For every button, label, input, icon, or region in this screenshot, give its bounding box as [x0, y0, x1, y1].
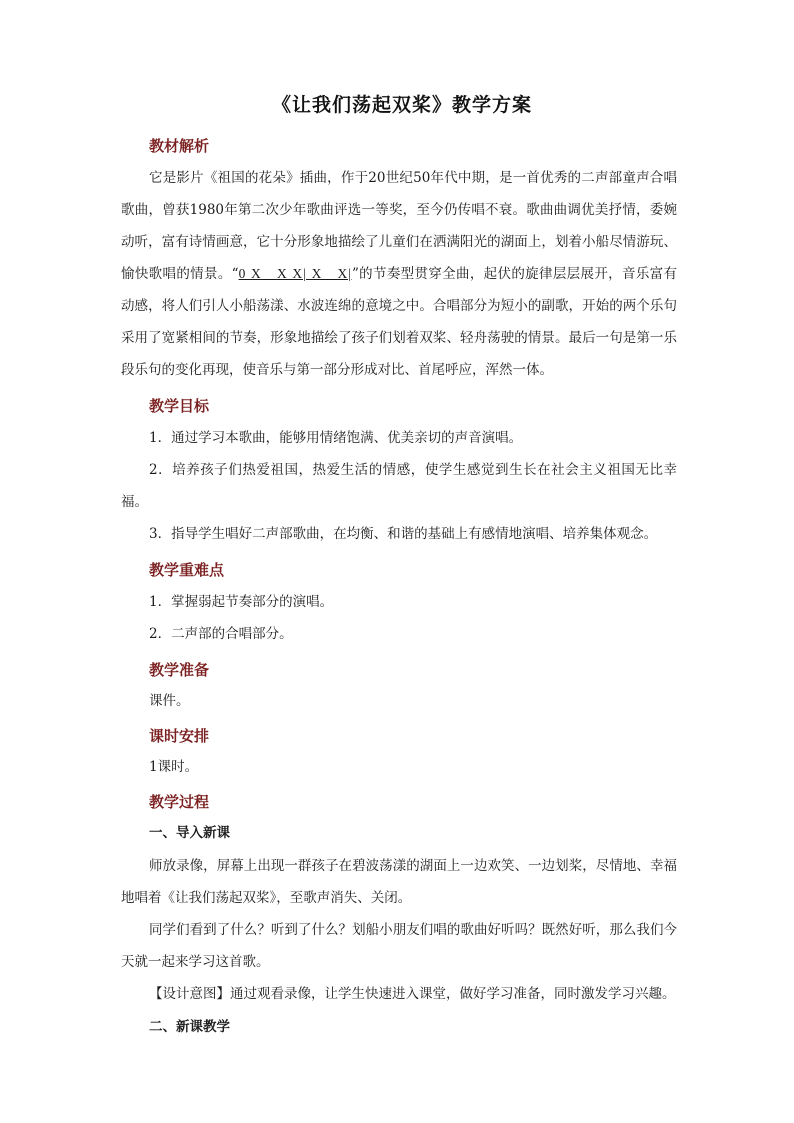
schedule-text: 1课时。 [149, 759, 199, 775]
key-point-item-2: 2．二声部的合唱部分。 [149, 626, 293, 642]
objective-item-3: 3．指导学生唱好二声部歌曲，在均衡、和谐的基础上有感情地演唱、培养集体观念。 [149, 526, 658, 542]
key-point-item-1: 1．掌握弱起节奏部分的演唱。 [149, 594, 334, 610]
document-content [121, 92, 677, 1044]
step1-paragraph-2: 同学们看到了什么？听到了什么？划船小朋友们唱的歌曲好听吗？既然好听，那么我们今天就一起来学习这首歌。 [121, 922, 677, 970]
section-heading-schedule: 课时安排 [149, 727, 210, 745]
rhythm-notation: 0 X X X| X X| [238, 266, 352, 281]
objective-item-1: 1．通过学习本歌曲，能够用情绪饱满、优美亲切的声音演唱。 [149, 430, 523, 446]
section-heading-process: 教学过程 [149, 793, 210, 811]
step1-design-intent: 【设计意图】通过观看录像，让学生快速进入课堂，做好学习准备，同时激发学习兴趣。 [149, 986, 676, 1002]
section-heading-analysis: 教材解析 [149, 137, 210, 155]
section-heading-key-points: 教学重难点 [149, 561, 225, 579]
preparation-text: 课件。 [149, 693, 190, 709]
step2-heading: 二、新课教学 [149, 1019, 230, 1035]
analysis-paragraph [121, 162, 677, 386]
section-heading-preparation: 教学准备 [149, 661, 210, 679]
analysis-text-part1: 它是影片《祖国的花朵》插曲，作于20世纪50年代中期，是一首优秀的二声部童声合唱歌曲，曾获1980年第二次少年歌曲评选一等奖，至今仍传唱不衰。歌曲曲调优美抒情，委婉动听，富有诗情画意，它十分形象地描绘了儿童们在洒满阳光的湖面上，划着小船尽情游玩、愉快歌唱的情景。“ [121, 170, 677, 282]
step1-paragraph-1: 师放录像，屏幕上出现一群孩子在碧波荡漾的湖面上一边欢笑、一边划桨，尽情地、幸福地唱着《让我们荡起双桨》，至歌声消失、关闭。 [121, 858, 677, 906]
section-heading-objectives: 教学目标 [149, 397, 210, 415]
step1-heading: 一、导入新课 [149, 825, 230, 841]
objective-item-2: 2．培养孩子们热爱祖国，热爱生活的情感，使学生感觉到生长在社会主义祖国无比幸福。 [121, 462, 677, 510]
analysis-text-part2: ”的节奏型贯穿全曲，起伏的旋律层层展开，音乐富有动感，将人们引人小船荡漾、水波连绵的意境之中。合唱部分为短小的副歌，开始的两个乐句采用了宽紧相间的节奏，形象地描绘了孩子们划着双桨、轻舟荡驶的情景。最后一句是第一乐段乐句的变化再现，使音乐与第一部分形成对比、首尾呼应，浑然一体。 [121, 266, 677, 378]
document-title: 《让我们荡起双桨》教学方案 [271, 94, 532, 116]
